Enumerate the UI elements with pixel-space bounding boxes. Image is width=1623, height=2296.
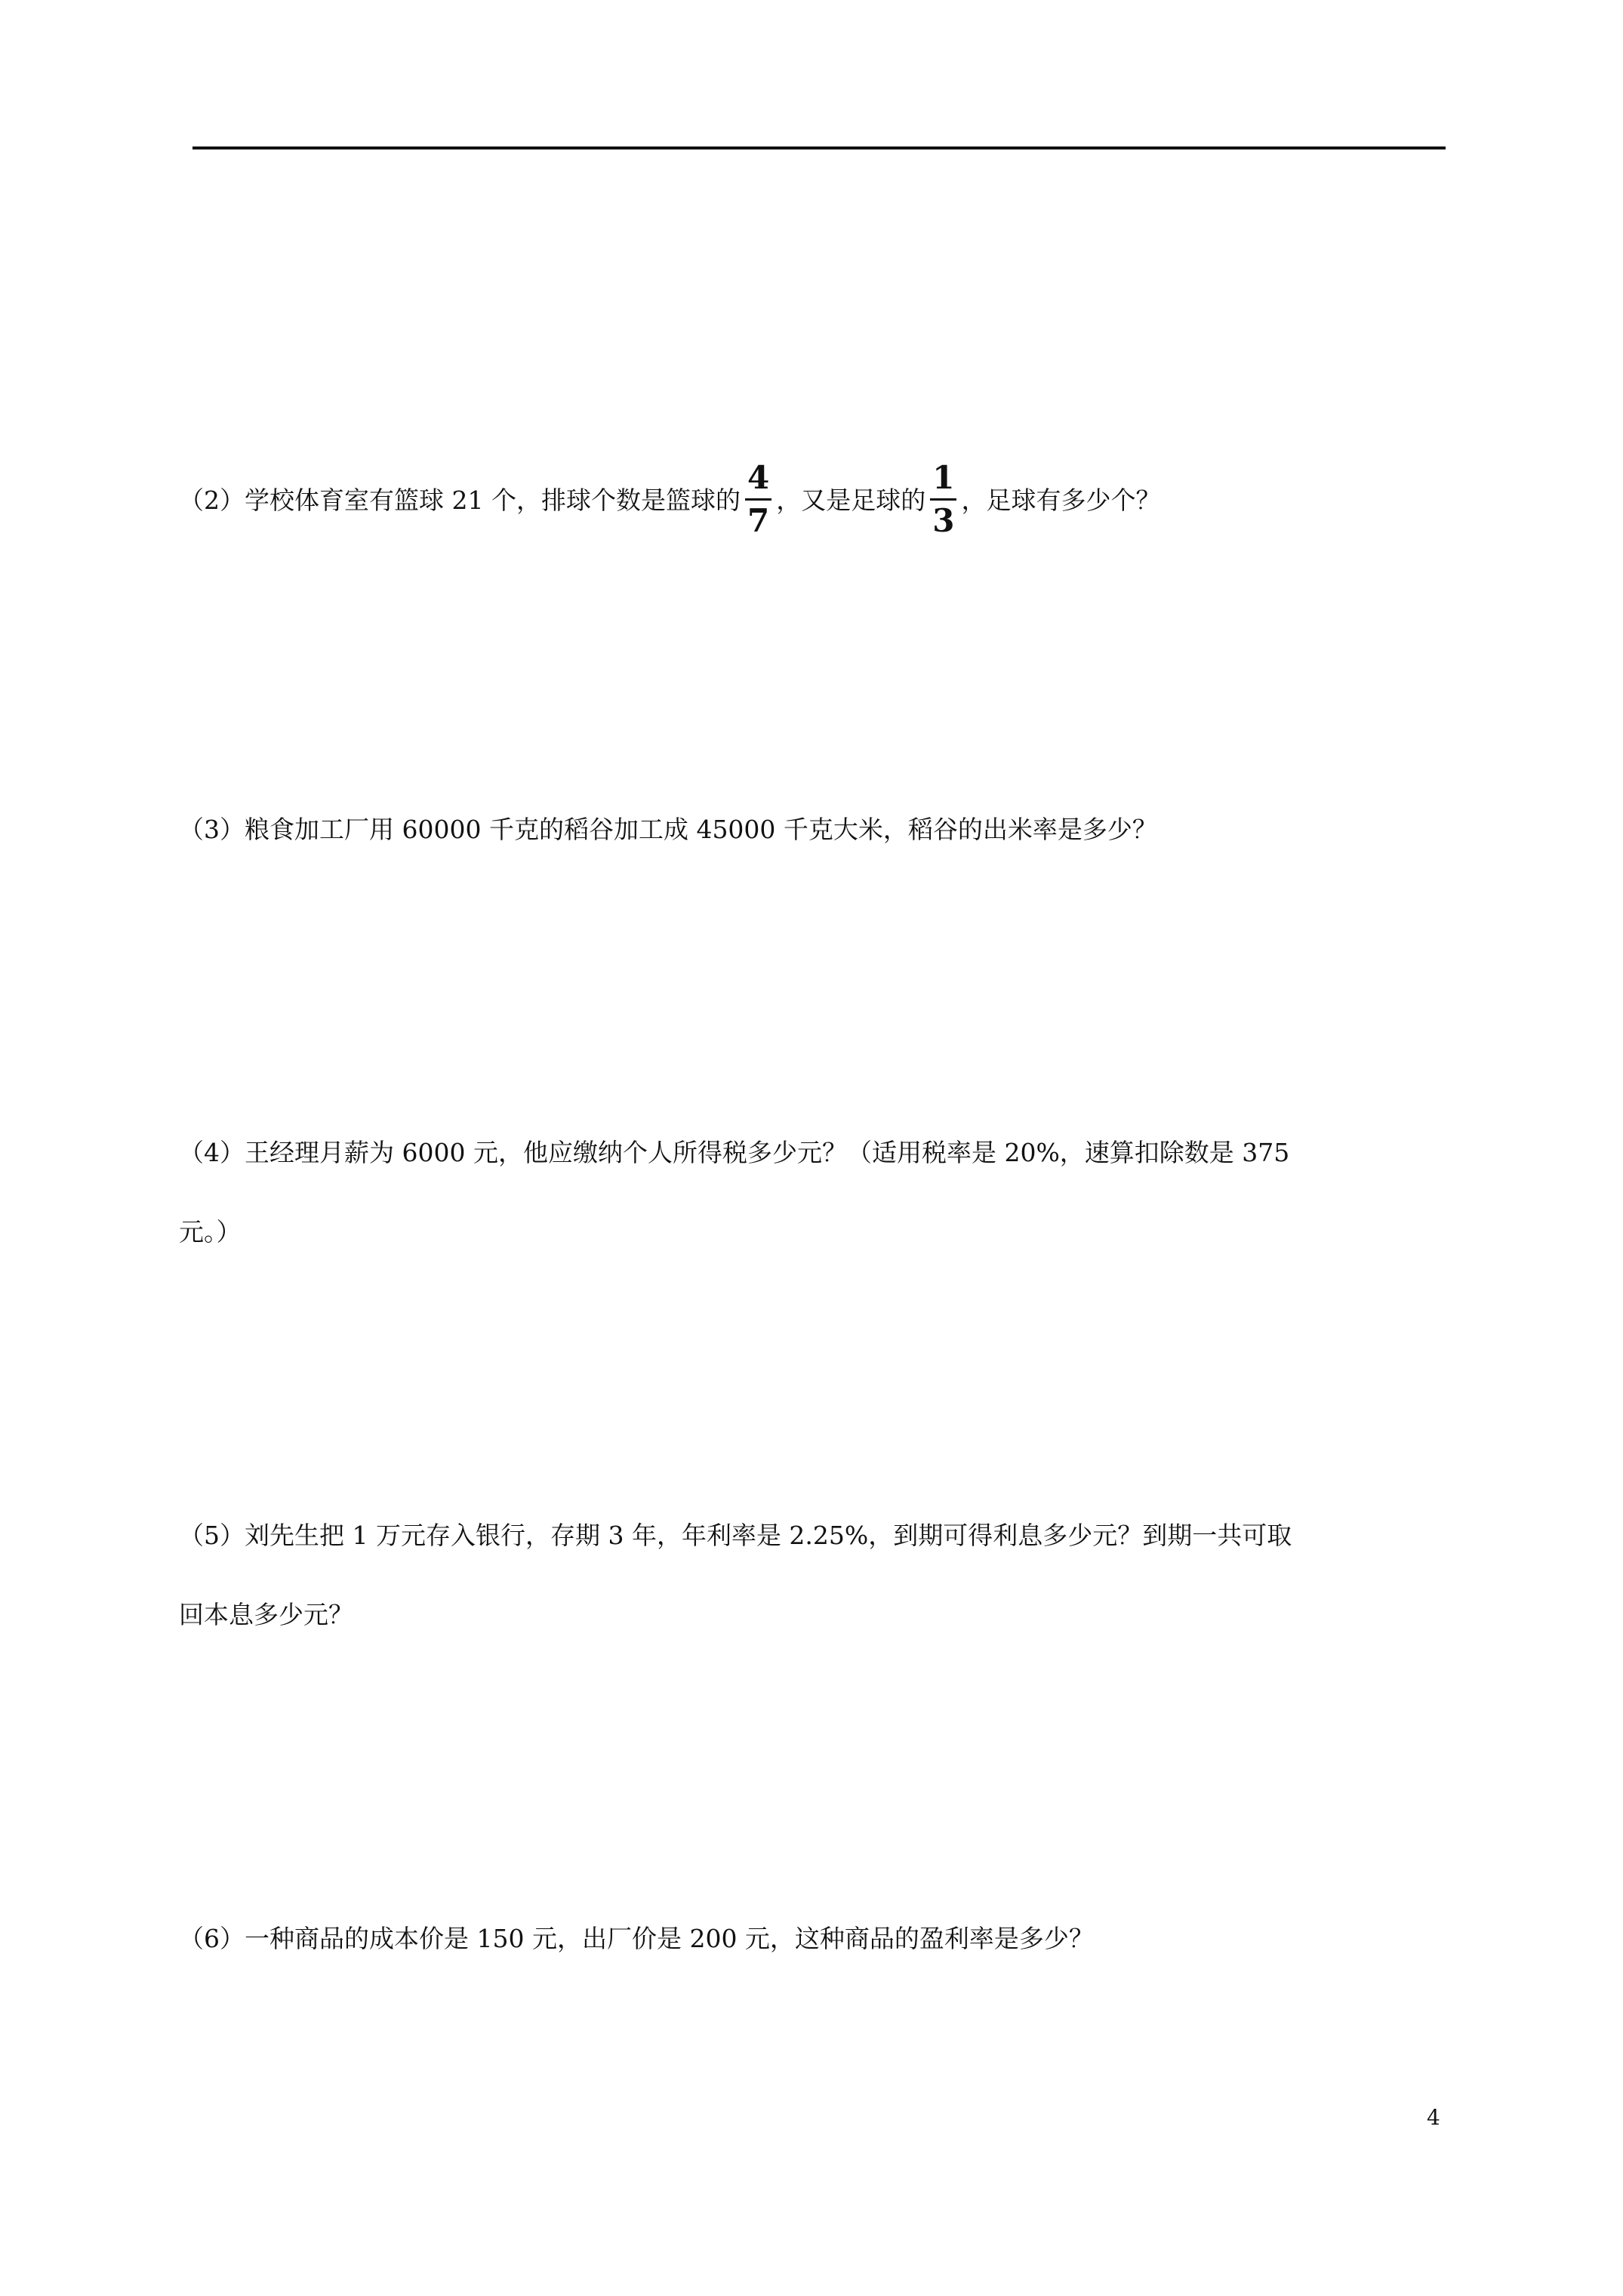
fraction-bar — [930, 498, 956, 501]
question-2-text-a: （2）学校体育室有篮球 21 个，排球个数是篮球的 — [179, 485, 741, 515]
question-4-line-1: （4）王经理月薪为 6000 元，他应缴纳个人所得税多少元？（适用税率是 20%，速算扣除数是 375 — [179, 1138, 1290, 1167]
question-2-text-c: ，足球有多少个？ — [961, 485, 1161, 515]
question-3-line-1: （3）粮食加工厂用 60000 千克的稻谷加工成 45000 千克大米，稻谷的出米率是多少？ — [179, 815, 1157, 844]
fraction-denominator: 7 — [747, 501, 770, 539]
question-5-line-2: 回本息多少元？ — [179, 1600, 353, 1629]
question-6 — [179, 1899, 1455, 1978]
page-number: 4 — [1427, 2105, 1440, 2130]
fraction-1-3 — [930, 458, 956, 539]
question-4-line-2: 元。） — [179, 1217, 242, 1247]
question-2 — [179, 458, 1455, 540]
header-rule — [192, 146, 1446, 149]
fraction-numerator: 4 — [747, 458, 770, 496]
fraction-bar — [745, 498, 771, 501]
question-6-line-1: （6）一种商品的成本价是 150 元，出厂价是 200 元，这种商品的盈利率是多少？ — [179, 1924, 1094, 1953]
question-2-text-b: ，又是足球的 — [776, 485, 926, 515]
fraction-4-7 — [745, 458, 771, 539]
question-4 — [179, 1113, 1455, 1271]
question-3 — [179, 790, 1455, 869]
fraction-denominator: 3 — [932, 501, 955, 539]
fraction-numerator: 1 — [932, 458, 955, 496]
question-5-line-1: （5）刘先生把 1 万元存入银行，存期 3 年，年利率是 2.25%，到期可得利息多少元？到期一共可取 — [179, 1521, 1292, 1550]
question-5 — [179, 1496, 1455, 1654]
